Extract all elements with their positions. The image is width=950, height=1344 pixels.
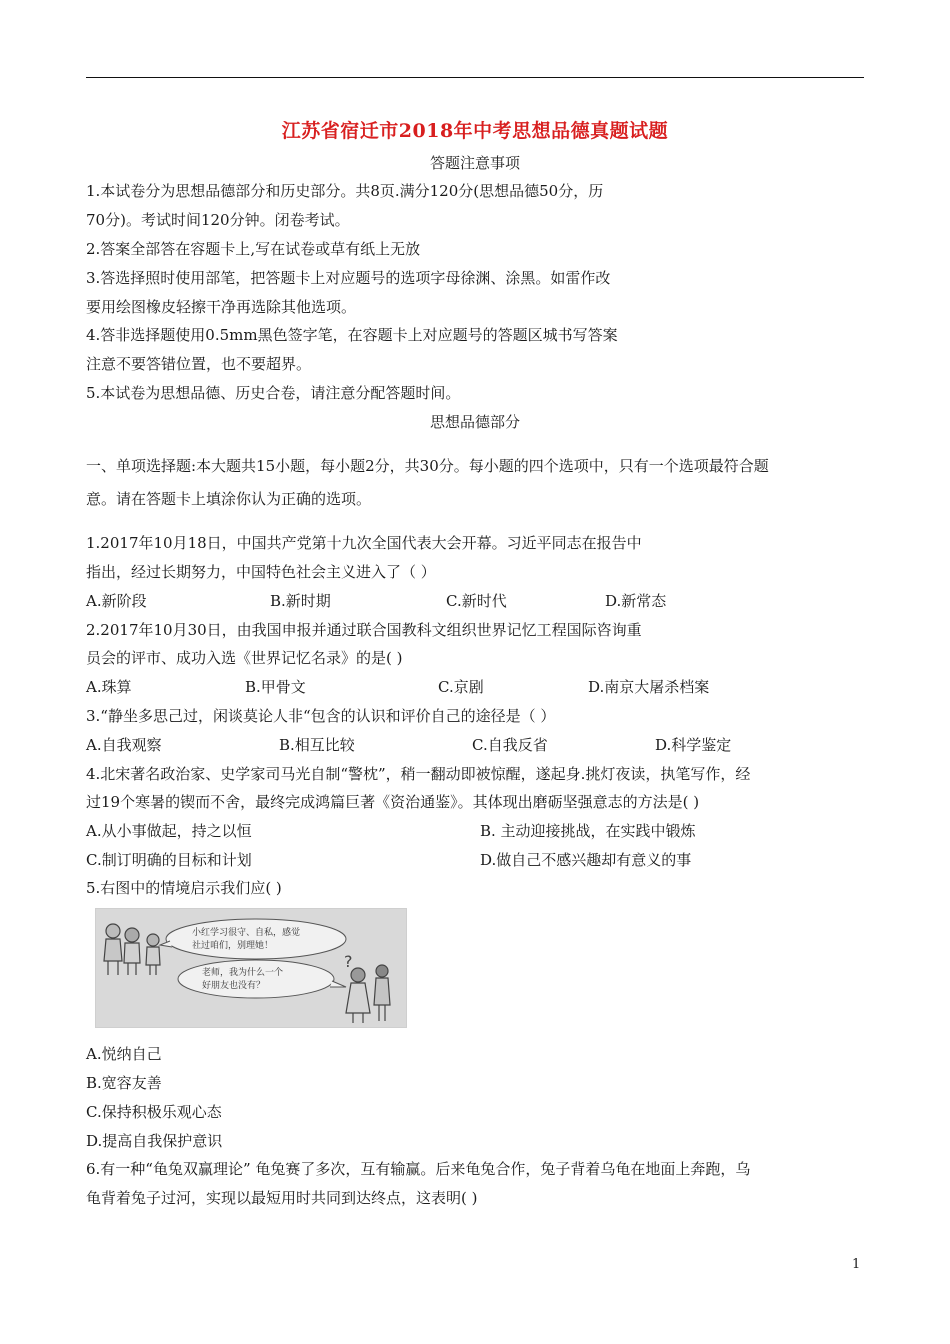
question-4-option-b: B. 主动迎接挑战，在实践中锻炼 — [480, 822, 696, 840]
section-heading: 思想品德部分 — [429, 413, 520, 431]
question-1-option-d: D.新常态 — [605, 592, 667, 610]
page-number: 1 — [852, 1257, 861, 1272]
question-2-option-b: B.甲骨文 — [245, 678, 306, 696]
student-group-figure — [104, 924, 160, 975]
question-4-option-a: A.从小事做起，持之以恒 — [86, 822, 252, 840]
question-4-option-c: C.制订明确的目标和计划 — [86, 851, 252, 869]
question-3-option-d: D.科学鉴定 — [655, 736, 732, 754]
question-1-stem: 1.2017年10月18日，中国共产党第十九次全国代表大会开幕。习近平同志在报告中 — [86, 534, 642, 552]
question-6-stem: 龟背着兔子过河，实现以最短用时共同到达终点，这表明( ) — [86, 1189, 478, 1207]
notice-line: 5.本试卷为思想品德、历史合卷，请注意分配答题时间。 — [86, 384, 461, 402]
question-3-option-c: C.自我反省 — [472, 736, 548, 754]
question-5-option-a: A.悦纳自己 — [86, 1045, 162, 1063]
notice-line: 2.答案全部答在容题卡上,写在试卷或草有纸上无放 — [86, 240, 421, 258]
question-2-option-a: A.珠算 — [86, 678, 132, 696]
notice-line: 70分)。考试时间120分钟。闭卷考试。 — [86, 211, 350, 229]
question-1-option-a: A.新阶段 — [86, 592, 147, 610]
question-mark-icon: ? — [344, 952, 353, 971]
speech-bubble-bottom — [178, 960, 346, 998]
question-2-stem: 2.2017年10月30日，由我国申报并通过联合国教科文组织世界记忆工程国际咨询重 — [86, 621, 642, 639]
bubble-top-line-2: 社过咱们，别理她！ — [192, 941, 274, 951]
part-intro-line: 意。请在答题卡上填涂你认为正确的选项。 — [86, 490, 372, 508]
question-5-cartoon — [95, 908, 407, 1028]
question-5-stem: 5.右图中的情境启示我们应( ) — [86, 879, 282, 897]
notice-line: 3.答选择照时使用部笔，把答题卡上对应题号的选项字母徐渊、涂黑。如雷作改 — [86, 269, 611, 287]
bubble-bottom-line-1: 老师，我为什么一个 — [202, 968, 284, 978]
part-intro-line: 一、单项选择题:本大题共15小题，每小题2分，共30分。每小题的四个选项中，只有一个选项最符合题 — [86, 457, 769, 475]
question-4-option-d: D.做自己不感兴趣却有意义的事 — [480, 851, 692, 869]
notice-line: 1.本试卷分为思想品德部分和历史部分。共8页.满分120分(思想品德50分，历 — [86, 182, 604, 200]
question-2-option-c: C.京剧 — [438, 678, 484, 696]
question-1-option-c: C.新时代 — [446, 592, 507, 610]
notice-line: 注意不要答错位置，也不要超界。 — [86, 355, 312, 373]
question-5-option-b: B.宽容友善 — [86, 1074, 162, 1092]
question-3-option-a: A.自我观察 — [86, 736, 162, 754]
question-2-option-d: D.南京大屠杀档案 — [588, 678, 710, 696]
question-1-option-b: B.新时期 — [270, 592, 331, 610]
question-4-stem: 过19个寒暑的锲而不舍，最终完成鸿篇巨著《资治通鉴》。其体现出磨砺坚强意志的方法是( ) — [86, 793, 700, 811]
notice-heading: 答题注意事项 — [429, 154, 520, 172]
bubble-top-line-1: 小红学习很守、自私，感觉 — [192, 928, 301, 938]
question-3-stem: 3.“静坐多思己过，闲谈莫论人非“包含的认识和评价自己的途径是（ ） — [86, 707, 556, 725]
header-rule — [86, 77, 864, 78]
question-4-stem: 4.北宋著名政治家、史学家司马光自制“警枕”，稍一翻动即被惊醒，遂起身.挑灯夜读，执笔写作，经 — [86, 765, 751, 783]
question-5-option-d: D.提高自我保护意识 — [86, 1132, 223, 1150]
question-5-option-c: C.保持积极乐观心态 — [86, 1103, 222, 1121]
page-title: 江苏省宿迁市2018年中考思想品德真题试题 — [281, 120, 669, 142]
question-3-option-b: B.相互比较 — [279, 736, 355, 754]
bubble-bottom-line-2: 好朋友也没有？ — [202, 981, 266, 991]
notice-line: 要用绘图橡皮轻擦干净再选除其他选项。 — [86, 298, 357, 316]
question-1-stem: 指出，经过长期努力，中国特色社会主义进入了（ ） — [86, 563, 436, 581]
girl-and-teacher-figure — [346, 965, 390, 1023]
speech-bubble-top — [160, 919, 346, 959]
notice-line: 4.答非选择题使用0.5mm黑色签字笔，在容题卡上对应题号的答题区城书写答案 — [86, 326, 618, 344]
question-2-stem: 员会的评市、成功入选《世界记忆名录》的是( ) — [86, 649, 403, 667]
question-6-stem: 6.有一种“龟兔双赢理论” 龟兔赛了多次，互有输赢。后来龟兔合作，兔子背着乌龟在地面上奔跑，乌 — [86, 1160, 751, 1178]
